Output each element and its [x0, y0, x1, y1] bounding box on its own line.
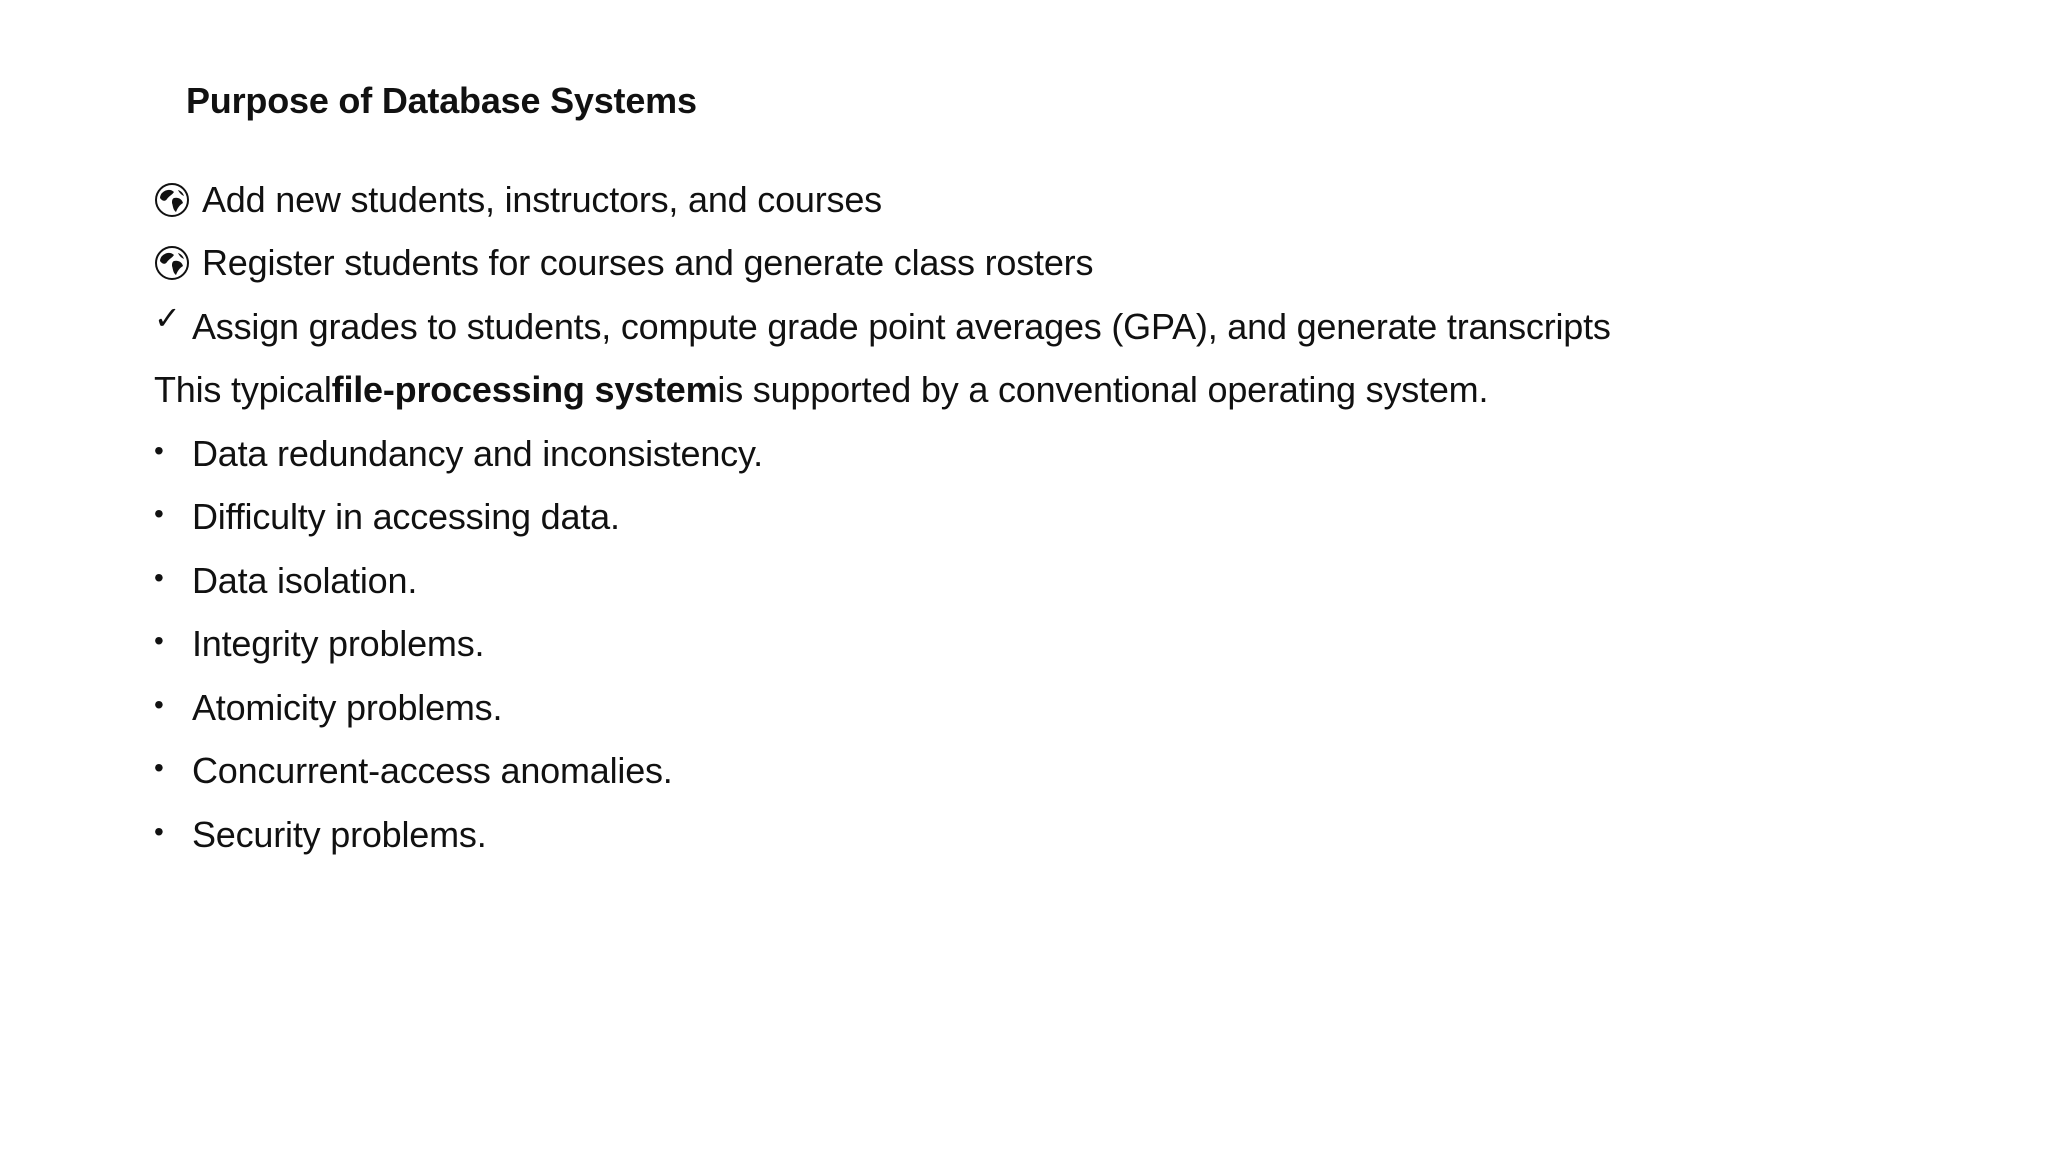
bullet-icon: • — [154, 434, 164, 466]
problem-text: Data isolation. — [192, 559, 418, 601]
feature-item-add — [154, 168, 1954, 232]
problem-list-item — [154, 549, 1954, 613]
problem-list-item — [154, 803, 1954, 867]
feature-item-grades — [154, 295, 1954, 359]
slide-title: Purpose of Database Systems — [186, 80, 697, 121]
bullet-icon: • — [154, 561, 164, 593]
globe-icon — [154, 182, 190, 218]
bullet-icon: • — [154, 752, 164, 784]
paragraph-suffix: is supported by a conventional operating system. — [717, 369, 1489, 411]
file-processing-paragraph — [154, 359, 1954, 423]
problem-text: Integrity problems. — [192, 623, 485, 665]
globe-icon — [154, 245, 190, 281]
problem-list-item — [154, 740, 1954, 804]
problem-text: Security problems. — [192, 813, 487, 855]
bullet-icon: • — [154, 625, 164, 657]
problem-list-item — [154, 486, 1954, 550]
problem-list-item — [154, 422, 1954, 486]
bullet-icon: • — [154, 498, 164, 530]
slide-content — [154, 168, 1954, 867]
feature-item-text: Add new students, instructors, and courses — [202, 178, 882, 220]
bullet-icon: • — [154, 815, 164, 847]
feature-item-text: Assign grades to students, compute grade point averages (GPA), and generate transcripts — [192, 305, 1611, 347]
feature-item-register — [154, 232, 1954, 296]
problem-text: Atomicity problems. — [192, 686, 503, 728]
problem-list-item — [154, 676, 1954, 740]
problem-list-item — [154, 613, 1954, 677]
problem-text: Data redundancy and inconsistency. — [192, 432, 763, 474]
problem-text: Difficulty in accessing data. — [192, 496, 620, 538]
paragraph-bold-term: file-processing system — [331, 369, 718, 411]
bullet-icon: • — [154, 688, 164, 720]
feature-item-text: Register students for courses and generate class rosters — [202, 242, 1094, 284]
check-icon: ✓ — [154, 299, 181, 336]
paragraph-prefix: This typical — [154, 369, 332, 411]
problem-text: Concurrent-access anomalies. — [192, 750, 673, 792]
